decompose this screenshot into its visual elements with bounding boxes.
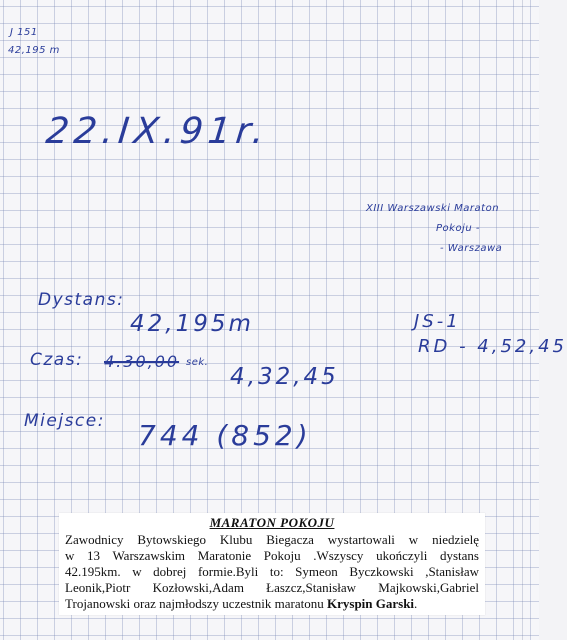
clipping-last-line-text: Trojanowski oraz najmłodszy uczestnik maratonu xyxy=(65,596,324,611)
place-value: 744 (852) xyxy=(138,419,312,452)
clipping-last-line xyxy=(65,596,479,612)
event-name-line3: - Warszawa xyxy=(440,243,503,254)
distance-value: 42,195m xyxy=(130,311,254,337)
clipping-end-punct: . xyxy=(414,596,418,611)
place-label: Miejsce: xyxy=(24,411,105,431)
corner-note-line1: J 151 xyxy=(10,27,38,38)
newspaper-clipping xyxy=(59,513,485,615)
clipping-title: MARATON POKOJU xyxy=(209,515,335,530)
clipping-line: 42.195km. w dobrej formie.Byli to: Symeon Byczkowski ,Stanisław xyxy=(65,564,479,579)
time-struck-value: 4.30,00 xyxy=(104,352,180,371)
time-struck-unit: sek. xyxy=(186,357,209,368)
race-date: 22.IX.91r. xyxy=(43,111,271,152)
clipping-line: w 13 Warszawskim Maratonie Pokoju .Wszyscy ukończyli dystans xyxy=(65,548,479,563)
clipping-body xyxy=(65,532,479,612)
corner-note-line2: 42,195 m xyxy=(8,45,60,56)
clipping-line: Leonik,Piotr Kozłowski,Adam Łaszcz,Stanisław Majkowski,Gabriel xyxy=(65,580,479,595)
event-name-line1: XIII Warszawski Maraton xyxy=(366,203,500,214)
margin-line xyxy=(522,0,523,640)
side-note-line1: JS-1 xyxy=(414,311,461,332)
clipping-line: Zawodnicy Bytowskiego Klubu Biegacza wystartowali w niedzielę xyxy=(65,532,479,547)
time-value: 4,32,45 xyxy=(230,364,339,390)
distance-label: Dystans: xyxy=(38,290,125,310)
side-note-line2: RD - 4,52,45 xyxy=(418,336,567,357)
youngest-runner-name: Kryspin Garski xyxy=(327,596,415,611)
event-name-line2: Pokoju - xyxy=(436,223,480,234)
time-label: Czas: xyxy=(30,350,84,370)
